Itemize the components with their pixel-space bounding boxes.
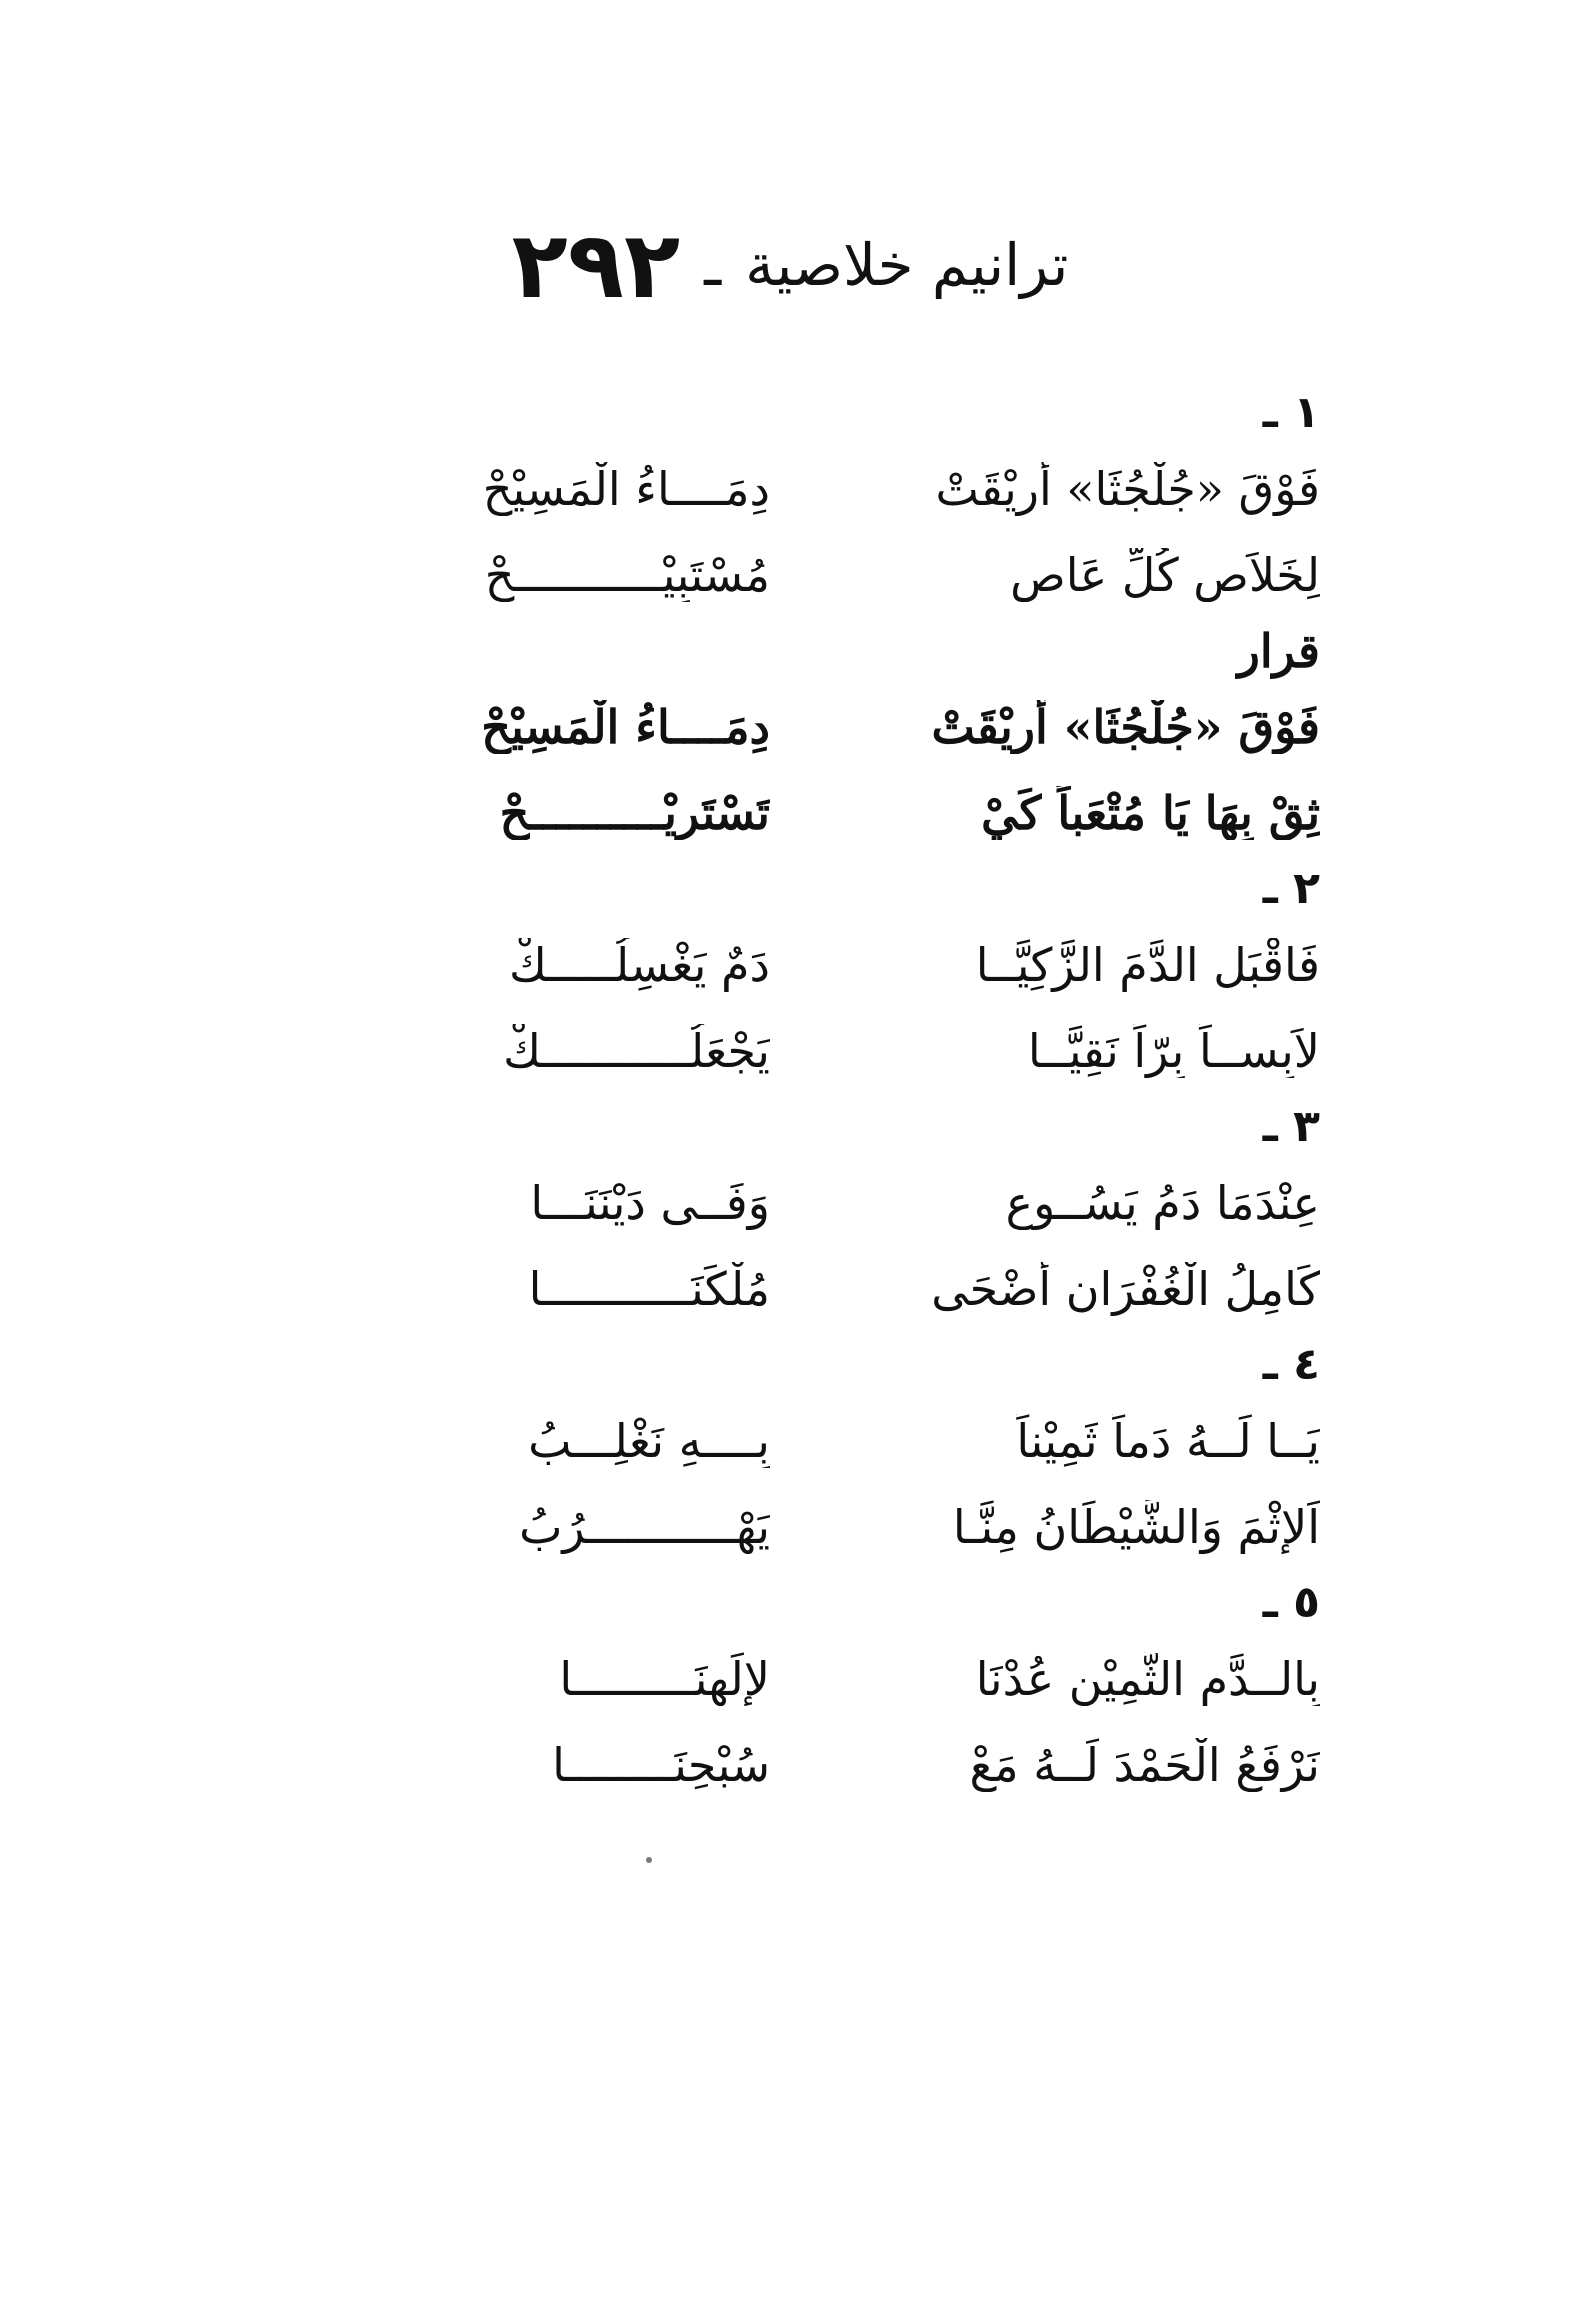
verse-first-half: اَلإِثْمَ وَالشَّيْطَانُ مِنَّـا [952,1500,1320,1554]
verse-second-half: وَفَــى دَيْنَنَـــا [530,1176,770,1230]
verse-second-half: دِمَــــاءُ الْمَسِيْحْ [481,700,770,754]
verse-second-half: لإِلَهِنَـــــــــا [559,1652,770,1706]
stanza-label-5: ٥ ـ [1262,1577,1320,1628]
verse-first-half: كَامِلُ الْغُفْرَانِ أَضْحَى [931,1262,1320,1316]
verse-line [270,446,1320,532]
verse-first-half: فَوْقَ «جُلْجُثَا» أُرِيْقَتْ [935,462,1320,516]
verse-line [270,1484,1320,1570]
stanza-label-2: ٢ ـ [1262,863,1320,914]
verse-second-half: تَسْتَرِيْــــــــــحْ [499,786,770,840]
verse-second-half: يَجْعَلُـــــــــــكْ [503,1024,770,1078]
verse-second-half: دِمَــــاءُ الْمَسِيْحْ [482,462,770,516]
verse-second-half: بِــــهِ نَغْلِـــبُ [528,1414,770,1468]
stanza-label-1: ١ ـ [1262,387,1320,438]
verse-first-half: نَرْفَعُ الْحَمْدَ لَــهُ مَعْ [969,1738,1320,1792]
verse-second-half: مُسْتَبِيْـــــــــــحْ [484,548,770,602]
print-speck [646,1857,652,1863]
verse-first-half: يَــا لَــهُ دَماً ثَمِيْناً [1016,1414,1320,1468]
verse-second-half: دَمٌ يَغْسِلُـــــكْ [509,938,770,992]
verse-second-half: مُلْكَنَـــــــــــا [528,1262,770,1316]
verse-line [270,1160,1320,1246]
page-title: ترانيم خلاصية [745,231,1069,299]
verse-line [270,1722,1320,1808]
verse-first-half: عِنْدَمَا دَمُ يَسُــوعٍ [1005,1176,1320,1230]
verse-line [270,1008,1320,1094]
page-header [470,210,1110,320]
verse-second-half: يَهْـــــــــــرُبُ [519,1500,770,1554]
verse-line [270,532,1320,618]
stanza-label-3: ٣ ـ [1262,1101,1320,1152]
verse-line [270,1398,1320,1484]
verse-first-half: فَاقْبَلِ الدَّمَ الزَّكِيَّــا [975,938,1320,992]
chorus-line [270,684,1320,770]
verse-first-half: لِخَلاَصِ كُلِّ عَاصٍ [1010,548,1320,602]
title-dash: ـ [704,231,722,299]
verse-first-half: فَوْقَ «جُلْجُثَا» أُرِيْقَتْ [931,700,1320,754]
verse-line [270,1636,1320,1722]
verse-line [270,922,1320,1008]
verse-first-half: بِالــدَّمِ الثَّمِيْنِ عُدْنَا [975,1652,1320,1706]
hymn-number: ٢٩٢ [511,211,681,319]
verse-first-half: ثِقْ بِهَا يَا مُتْعَباً كَيْ [981,786,1320,840]
stanza-label-4: ٤ ـ [1262,1339,1320,1390]
verse-first-half: لاَبِســاً بِرّاً نَقِيَّــا [1027,1024,1320,1078]
chorus-label: قرار [1237,624,1320,678]
chorus-line [270,770,1320,856]
verse-second-half: سُبْحِنَــــــــا [552,1738,770,1792]
verse-line [270,1246,1320,1332]
hymn-body [270,380,1320,1808]
